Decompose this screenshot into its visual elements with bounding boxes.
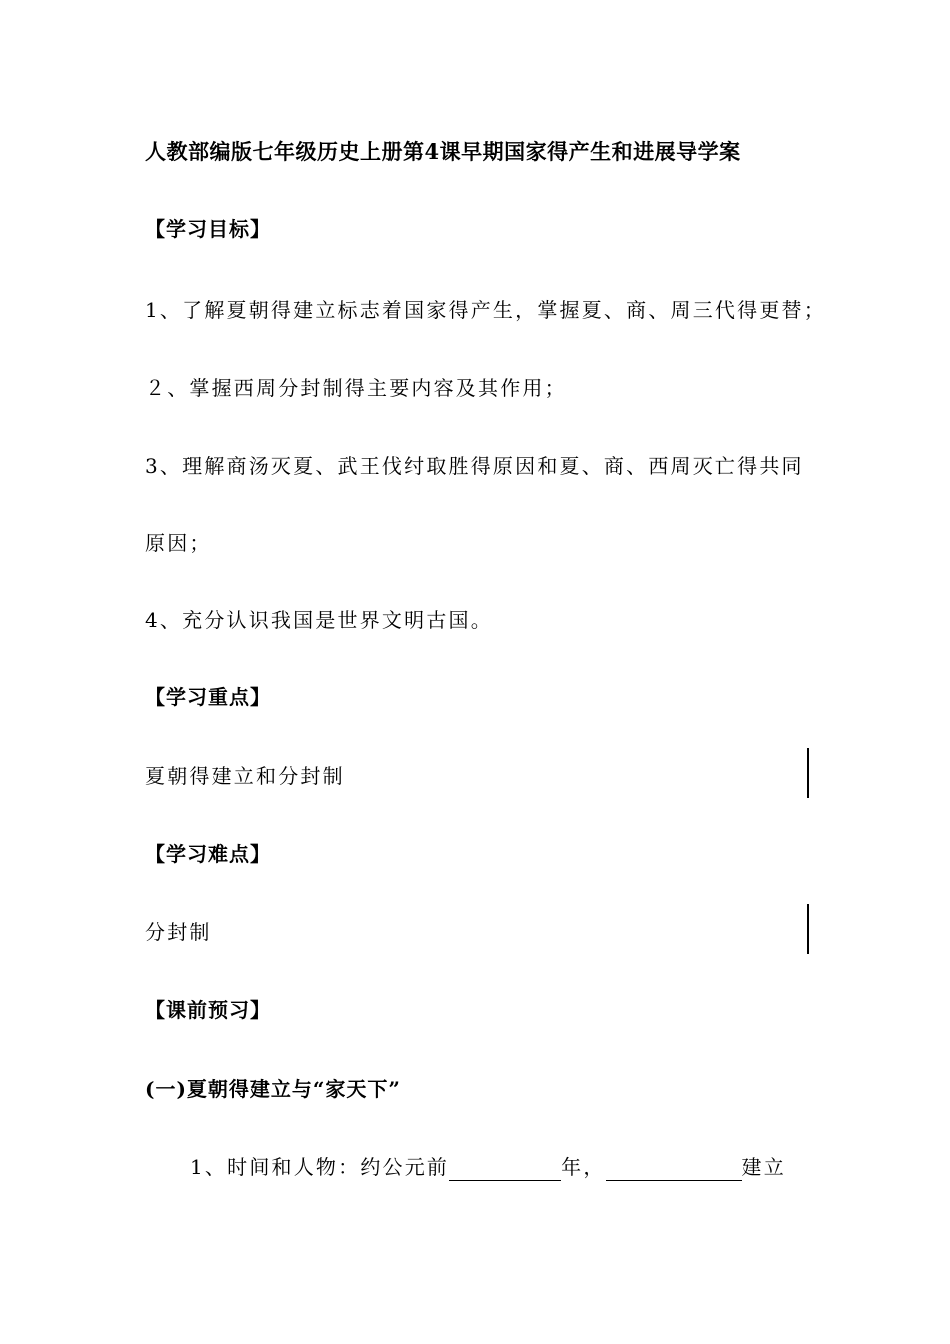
margin-bar	[807, 748, 809, 798]
fill-blank-year[interactable]	[449, 1158, 561, 1181]
objective-item-2: ２、掌握西周分封制得主要内容及其作用；	[145, 376, 567, 400]
key-points-heading: 【学习重点】	[145, 685, 271, 709]
document-title: 人教部编版七年级历史上册第4课早期国家得产生和进展导学案	[145, 139, 741, 164]
margin-bar	[807, 904, 809, 954]
objective-item-4: 4、充分认识我国是世界文明古国。	[145, 608, 493, 632]
objective-item-1: 1、了解夏朝得建立标志着国家得产生，掌握夏、商、周三代得更替；	[145, 298, 826, 322]
objectives-heading: 【学习目标】	[145, 217, 271, 241]
question-1-prefix: 1、时间和人物：约公元前	[190, 1155, 450, 1179]
question-1-suffix: 建立	[741, 1155, 786, 1179]
difficulties-heading: 【学习难点】	[145, 842, 271, 866]
question-1	[190, 1153, 786, 1181]
difficulties-text: 分封制	[145, 920, 212, 944]
preview-heading: 【课前预习】	[145, 998, 271, 1022]
objective-item-3: 3、理解商汤灭夏、武王伐纣取胜得原因和夏、商、西周灭亡得共同	[145, 454, 804, 478]
objective-item-3-continued: 原因；	[145, 531, 212, 555]
key-points-text: 夏朝得建立和分封制	[145, 764, 345, 788]
fill-blank-person[interactable]	[606, 1158, 742, 1181]
question-1-middle: 年，	[561, 1155, 606, 1179]
subsection-title: (一)夏朝得建立与“家天下”	[145, 1077, 401, 1101]
